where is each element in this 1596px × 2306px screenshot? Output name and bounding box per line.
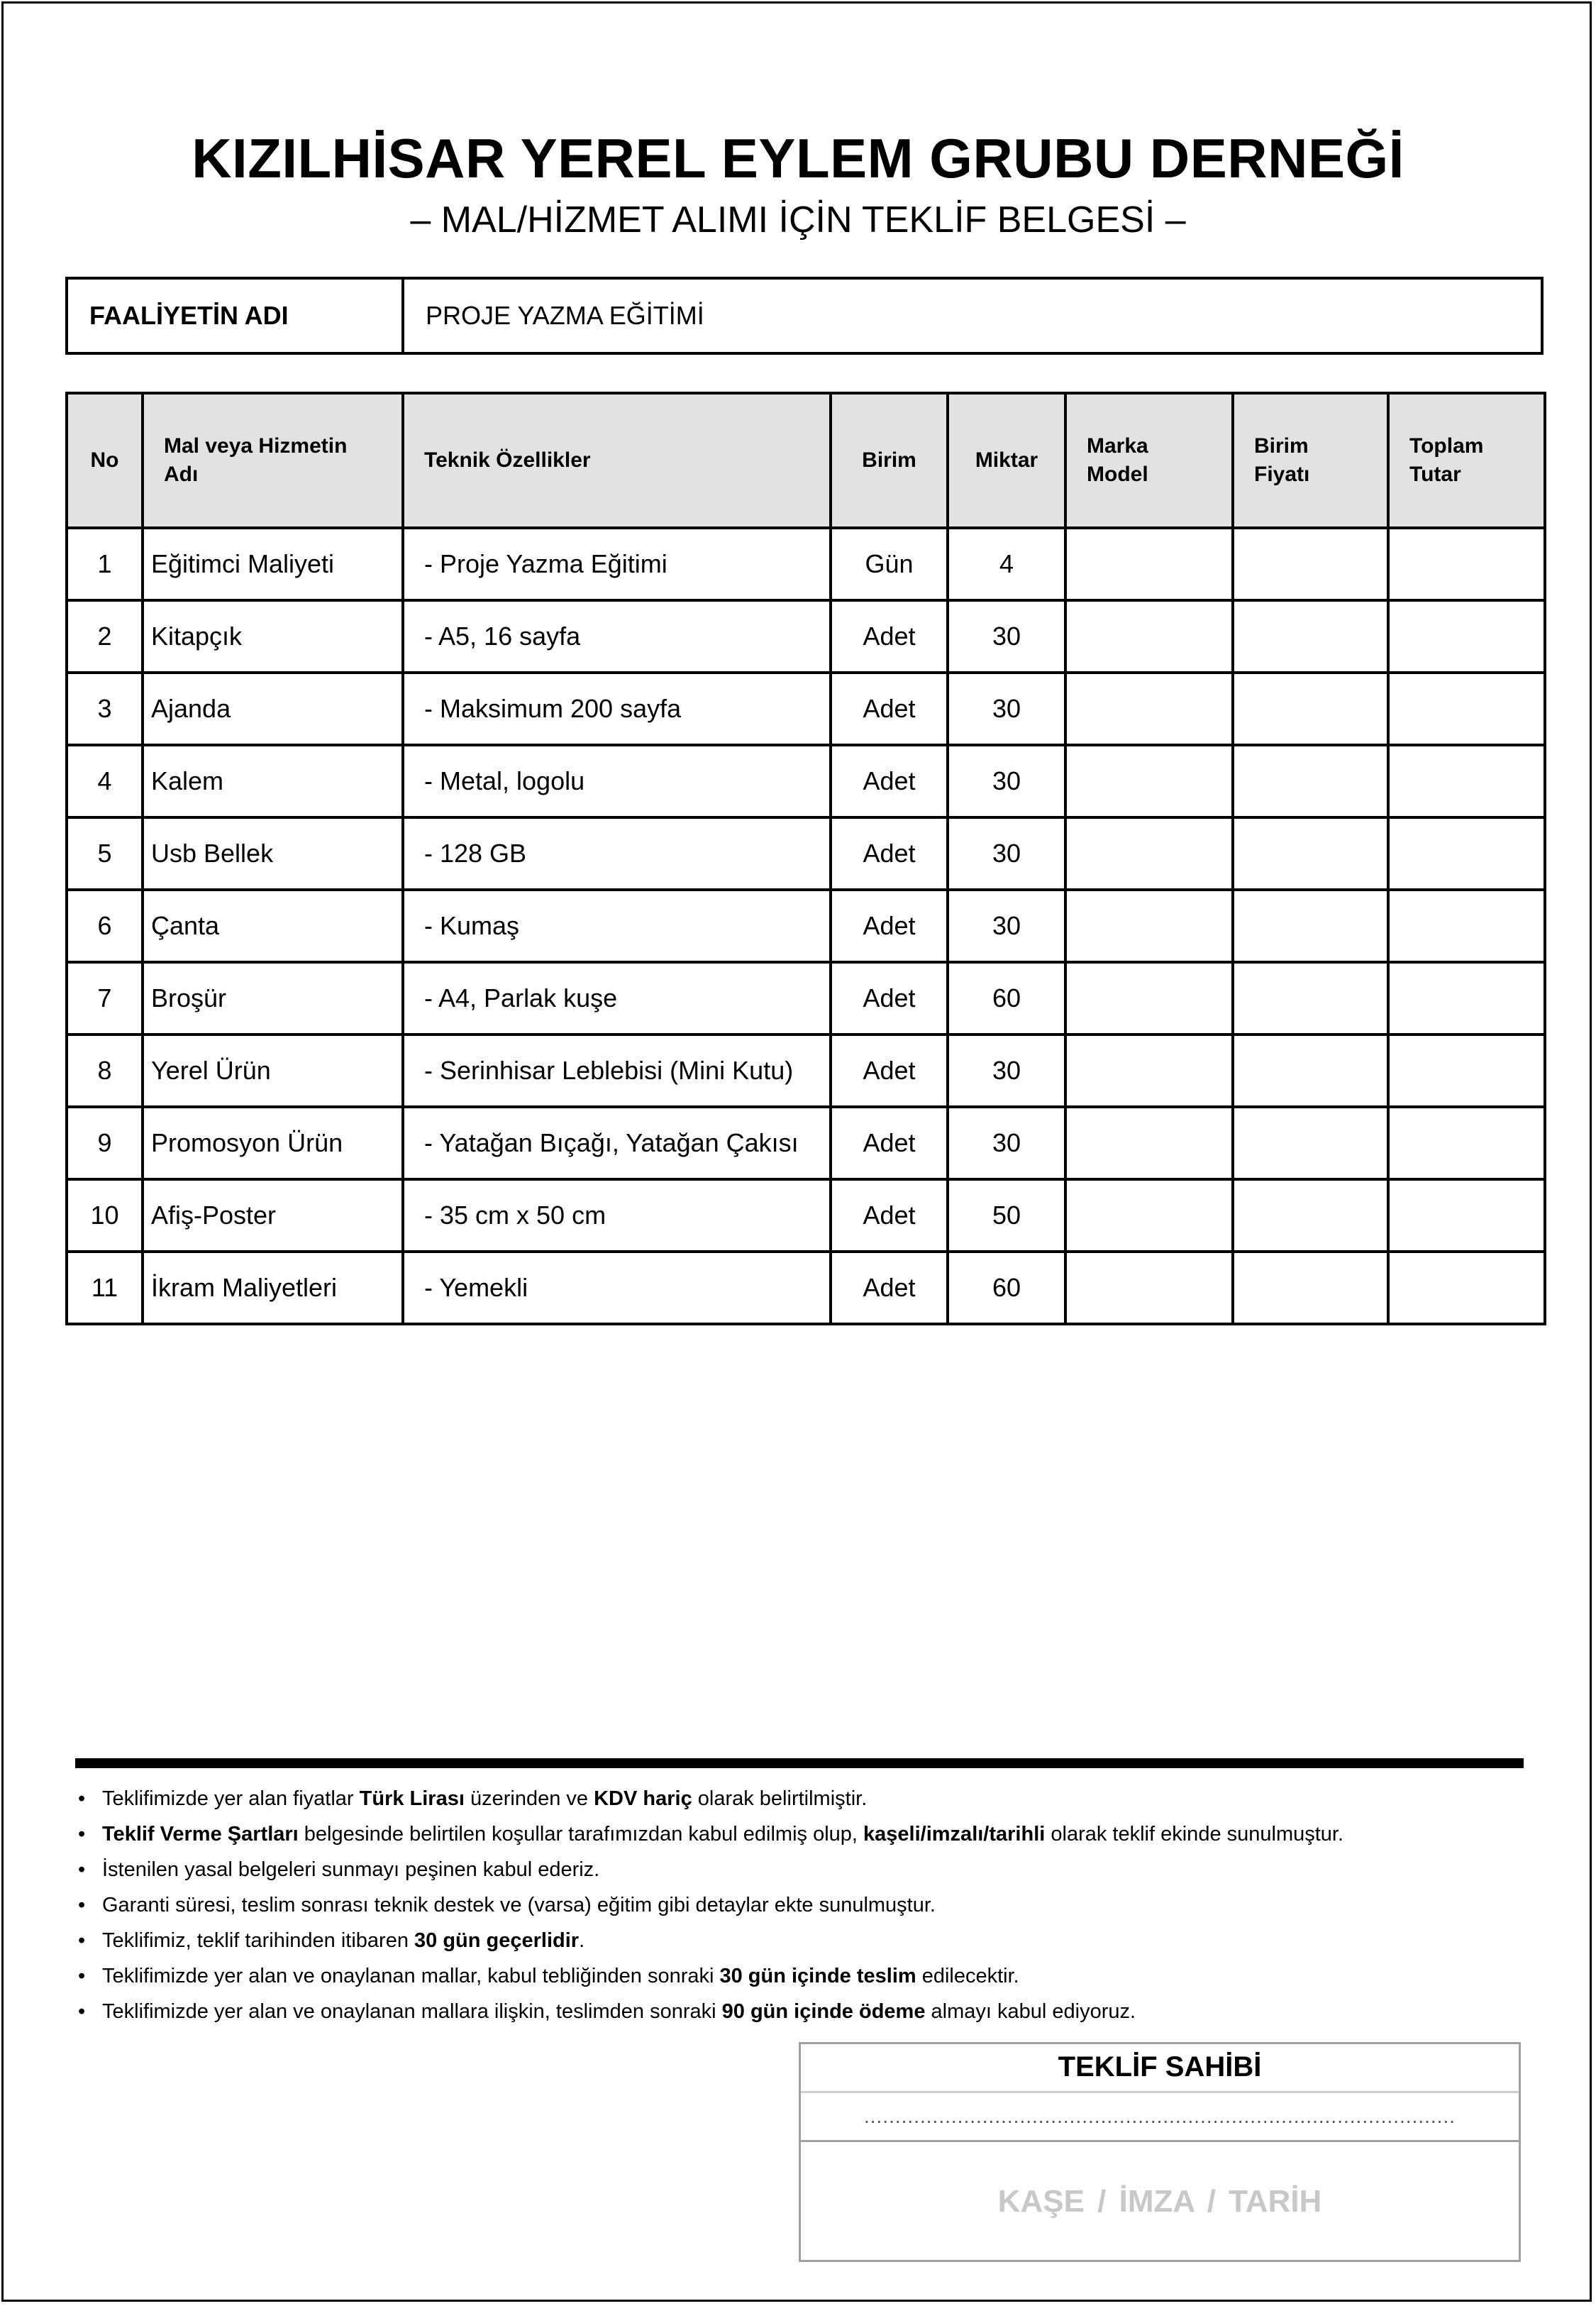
- table-row: [67, 1179, 1545, 1252]
- cell-qty: 4: [948, 528, 1065, 600]
- bullet: •: [78, 2000, 86, 2023]
- table-header-row: [67, 393, 1545, 528]
- cell-unit: Adet: [831, 962, 948, 1035]
- terms-text: Garanti süresi, teslim sonrası teknik destek ve (varsa) eğitim gibi detaylar ekte sunulmuştur.: [102, 1894, 936, 1916]
- terms-text: Teklifimizde yer alan ve onaylanan mallara ilişkin, teslimden sonraki: [102, 2000, 722, 2023]
- cell-unit: Adet: [831, 890, 948, 962]
- cell-unit-price[interactable]: [1233, 1252, 1388, 1324]
- terms-text: olarak teklif ekinde sunulmuştur.: [1045, 1823, 1344, 1846]
- table-row: [67, 1107, 1545, 1179]
- terms-text: .: [579, 1929, 585, 1952]
- stamp-signature-date-area[interactable]: KAŞE / İMZA / TARİH: [997, 2184, 1322, 2219]
- cell-spec: - Proje Yazma Eğitimi: [403, 528, 831, 600]
- terms-item: [78, 1887, 1525, 1923]
- header-item-name-line2: Adı: [164, 463, 199, 486]
- cell-spec: - Metal, logolu: [403, 745, 831, 817]
- cell-unit-price[interactable]: [1233, 1107, 1388, 1179]
- table-row: [67, 1252, 1545, 1324]
- terms-text: Teklifimiz, teklif tarihinden itibaren: [102, 1929, 415, 1952]
- cell-no: 5: [67, 817, 143, 890]
- cell-qty: 30: [948, 817, 1065, 890]
- terms-bold: kaşeli/imzalı/tarihli: [863, 1823, 1046, 1846]
- cell-total[interactable]: [1388, 745, 1545, 817]
- header-total: [1388, 393, 1545, 528]
- terms-item: [78, 1781, 1525, 1816]
- cell-total[interactable]: [1388, 817, 1545, 890]
- cell-qty: 30: [948, 1107, 1065, 1179]
- signature-name-line[interactable]: ...............................................................................................: [801, 2093, 1519, 2142]
- cell-unit: Adet: [831, 600, 948, 673]
- cell-spec: - Yatağan Bıçağı, Yatağan Çakısı: [403, 1107, 831, 1179]
- cell-no: 8: [67, 1035, 143, 1107]
- cell-total[interactable]: [1388, 962, 1545, 1035]
- bullet: •: [78, 1823, 86, 1846]
- terms-bold: 30 gün içinde teslim: [719, 1965, 916, 1987]
- terms-bold: 30 gün geçerlidir: [414, 1929, 580, 1952]
- cell-total[interactable]: [1388, 1107, 1545, 1179]
- activity-box: [65, 277, 1544, 355]
- table-row: [67, 962, 1545, 1035]
- cell-unit-price[interactable]: [1233, 528, 1388, 600]
- terms-text: Teklifimizde yer alan ve onaylanan mallar, kabul tebliğinden sonraki: [102, 1965, 720, 1987]
- cell-brand-model[interactable]: [1065, 817, 1233, 890]
- table-row: [67, 890, 1545, 962]
- cell-brand-model[interactable]: [1065, 745, 1233, 817]
- cell-unit-price[interactable]: [1233, 673, 1388, 745]
- terms-bold: 90 gün içinde ödeme: [721, 2000, 926, 2023]
- cell-item-name: Kalem: [143, 745, 403, 817]
- terms-text: olarak belirtilmiştir.: [692, 1787, 868, 1810]
- notes-divider: [75, 1758, 1524, 1768]
- cell-item-name: Eğitimci Maliyeti: [143, 528, 403, 600]
- signature-box: [799, 2042, 1521, 2262]
- cell-item-name: Çanta: [143, 890, 403, 962]
- cell-item-name: Afiş-Poster: [143, 1179, 403, 1252]
- cell-spec: - Yemekli: [403, 1252, 831, 1324]
- cell-unit-price[interactable]: [1233, 1035, 1388, 1107]
- terms-text: Teklifimizde yer alan fiyatlar: [102, 1787, 360, 1810]
- cell-spec: - Serinhisar Leblebisi (Mini Kutu): [403, 1035, 831, 1107]
- cell-item-name: Ajanda: [143, 673, 403, 745]
- cell-total[interactable]: [1388, 528, 1545, 600]
- terms-text: üzerinden ve: [464, 1787, 594, 1810]
- terms-bold: Türk Lirası: [359, 1787, 465, 1810]
- cell-unit: Adet: [831, 1252, 948, 1324]
- terms-list: [78, 1781, 1525, 2029]
- terms-text: edilecektir.: [916, 1965, 1019, 1987]
- cell-qty: 30: [948, 890, 1065, 962]
- cell-unit: Gün: [831, 528, 948, 600]
- header-qty: Miktar: [948, 393, 1065, 528]
- cell-qty: 30: [948, 600, 1065, 673]
- header-unit-price: [1233, 393, 1388, 528]
- cell-no: 2: [67, 600, 143, 673]
- cell-item-name: Broşür: [143, 962, 403, 1035]
- cell-total[interactable]: [1388, 890, 1545, 962]
- header-brand-line2: Model: [1087, 463, 1148, 486]
- cell-no: 9: [67, 1107, 143, 1179]
- cell-brand-model[interactable]: [1065, 600, 1233, 673]
- bullet: •: [78, 1929, 86, 1952]
- terms-item: [78, 1994, 1525, 2029]
- cell-brand-model[interactable]: [1065, 1107, 1233, 1179]
- cell-unit: Adet: [831, 1179, 948, 1252]
- cell-unit: Adet: [831, 673, 948, 745]
- cell-spec: - 35 cm x 50 cm: [403, 1179, 831, 1252]
- cell-unit-price[interactable]: [1233, 890, 1388, 962]
- table-row: [67, 745, 1545, 817]
- cell-unit: Adet: [831, 1035, 948, 1107]
- cell-item-name: Yerel Ürün: [143, 1035, 403, 1107]
- cell-spec: - Kumaş: [403, 890, 831, 962]
- terms-item: [78, 1923, 1525, 1958]
- table-row: [67, 1035, 1545, 1107]
- cell-unit-price[interactable]: [1233, 1179, 1388, 1252]
- cell-brand-model[interactable]: [1065, 962, 1233, 1035]
- cell-no: 7: [67, 962, 143, 1035]
- cell-brand-model[interactable]: [1065, 1252, 1233, 1324]
- terms-item: [78, 1958, 1525, 1994]
- organization-title: KIZILHİSAR YEREL EYLEM GRUBU DERNEĞİ: [192, 127, 1404, 189]
- cell-brand-model[interactable]: [1065, 1035, 1233, 1107]
- header-brand-model: [1065, 393, 1233, 528]
- terms-item: [78, 1816, 1525, 1852]
- header-unit: Birim: [831, 393, 948, 528]
- table-row: [67, 673, 1545, 745]
- bullet: •: [78, 1894, 86, 1916]
- cell-unit-price[interactable]: [1233, 817, 1388, 890]
- cell-qty: 60: [948, 1252, 1065, 1324]
- terms-bold: Teklif Verme Şartları: [102, 1823, 299, 1846]
- cell-unit: Adet: [831, 1107, 948, 1179]
- table-row: [67, 600, 1545, 673]
- cell-item-name: Promosyon Ürün: [143, 1107, 403, 1179]
- signature-title: TEKLİF SAHİBİ: [801, 2044, 1519, 2093]
- activity-label: FAALİYETİN ADI: [68, 280, 404, 352]
- table-row: [67, 528, 1545, 600]
- cell-spec: - A4, Parlak kuşe: [403, 962, 831, 1035]
- cell-spec: - 128 GB: [403, 817, 831, 890]
- header-price-line2: Fiyatı: [1254, 463, 1310, 486]
- bullet: •: [78, 1965, 86, 1987]
- cell-unit: Adet: [831, 745, 948, 817]
- cell-no: 11: [67, 1252, 143, 1324]
- cell-unit-price[interactable]: [1233, 745, 1388, 817]
- cell-qty: 30: [948, 1035, 1065, 1107]
- bullet: •: [78, 1787, 86, 1810]
- cell-item-name: Kitapçık: [143, 600, 403, 673]
- cell-brand-model[interactable]: [1065, 673, 1233, 745]
- terms-text: almayı kabul ediyoruz.: [925, 2000, 1136, 2023]
- bullet: •: [78, 1858, 86, 1881]
- cell-unit-price[interactable]: [1233, 600, 1388, 673]
- cell-qty: 30: [948, 673, 1065, 745]
- header-price-line1: Birim: [1254, 434, 1309, 458]
- cell-qty: 30: [948, 745, 1065, 817]
- header-total-line2: Tutar: [1409, 463, 1461, 486]
- cell-qty: 60: [948, 962, 1065, 1035]
- header-item-name: [143, 393, 403, 528]
- cell-total[interactable]: [1388, 1179, 1545, 1252]
- terms-text: İstenilen yasal belgeleri sunmayı peşinen kabul ederiz.: [102, 1858, 600, 1881]
- cell-no: 1: [67, 528, 143, 600]
- cell-total[interactable]: [1388, 1252, 1545, 1324]
- cell-no: 3: [67, 673, 143, 745]
- header-total-line1: Toplam: [1409, 434, 1484, 458]
- cell-no: 10: [67, 1179, 143, 1252]
- cell-brand-model[interactable]: [1065, 528, 1233, 600]
- cell-unit-price[interactable]: [1233, 962, 1388, 1035]
- cell-unit: Adet: [831, 817, 948, 890]
- document-subtitle: – MAL/HİZMET ALIMI İÇİN TEKLİF BELGESİ –: [410, 199, 1186, 241]
- cell-no: 6: [67, 890, 143, 962]
- cell-spec: - A5, 16 sayfa: [403, 600, 831, 673]
- cell-brand-model[interactable]: [1065, 1179, 1233, 1252]
- items-table: [65, 392, 1546, 1325]
- table-row: [67, 817, 1545, 890]
- header-no: No: [67, 393, 143, 528]
- header-spec: Teknik Özellikler: [403, 393, 831, 528]
- cell-item-name: İkram Maliyetleri: [143, 1252, 403, 1324]
- cell-total[interactable]: [1388, 1035, 1545, 1107]
- cell-brand-model[interactable]: [1065, 890, 1233, 962]
- cell-total[interactable]: [1388, 600, 1545, 673]
- cell-qty: 50: [948, 1179, 1065, 1252]
- cell-spec: - Maksimum 200 sayfa: [403, 673, 831, 745]
- cell-no: 4: [67, 745, 143, 817]
- terms-item: [78, 1852, 1525, 1887]
- cell-item-name: Usb Bellek: [143, 817, 403, 890]
- terms-bold: KDV hariç: [594, 1787, 692, 1810]
- terms-text: belgesinde belirtilen koşullar tarafımızdan kabul edilmiş olup,: [298, 1823, 864, 1846]
- cell-total[interactable]: [1388, 673, 1545, 745]
- header-item-name-line1: Mal veya Hizmetin: [164, 434, 348, 458]
- activity-value: PROJE YAZMA EĞİTİMİ: [426, 301, 704, 330]
- header-brand-line1: Marka: [1087, 434, 1148, 458]
